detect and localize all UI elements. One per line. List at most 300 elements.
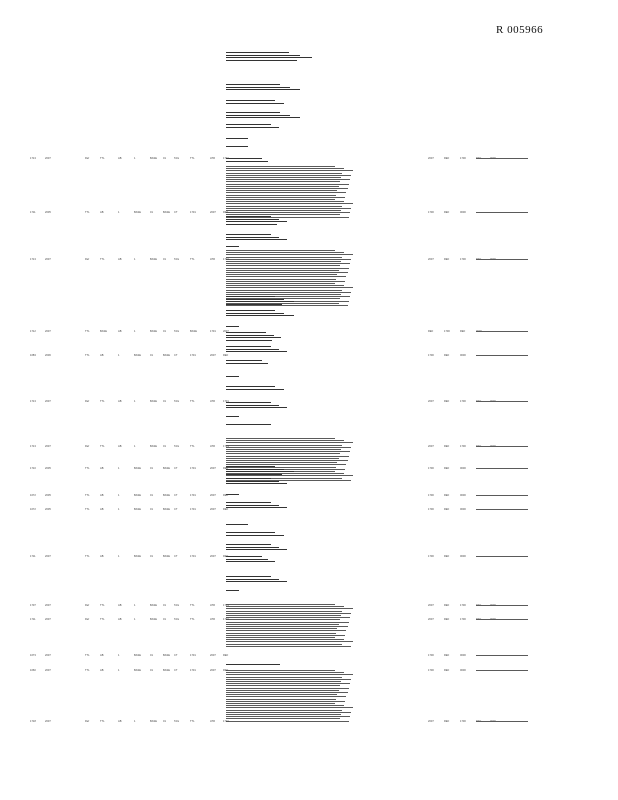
table-cell: 1700 bbox=[428, 669, 434, 672]
text-line bbox=[226, 579, 279, 580]
text-line bbox=[226, 701, 345, 702]
table-cell: 0000 bbox=[460, 654, 466, 657]
table-cell: REF bbox=[223, 211, 229, 214]
table-cell: 2005 bbox=[45, 467, 51, 470]
table-cell: 2007 bbox=[428, 400, 434, 403]
table-cell: 1701 bbox=[223, 400, 229, 403]
table-row bbox=[0, 650, 618, 662]
table-cell: REF bbox=[223, 467, 229, 470]
table-cell: AB bbox=[118, 445, 122, 448]
text-line bbox=[226, 581, 287, 582]
text-line bbox=[226, 416, 239, 417]
text-line bbox=[226, 683, 350, 684]
text-line bbox=[226, 87, 290, 88]
table-cell: AB bbox=[118, 400, 122, 403]
text-line bbox=[226, 188, 348, 189]
text-line bbox=[226, 458, 339, 459]
text-line bbox=[226, 304, 282, 305]
text-line bbox=[226, 115, 290, 116]
text-line bbox=[226, 456, 349, 457]
text-line bbox=[226, 166, 335, 167]
text-line bbox=[226, 89, 300, 90]
table-cell: ATR bbox=[210, 720, 215, 723]
table-cell: BASE bbox=[150, 618, 157, 621]
text-line bbox=[226, 190, 337, 191]
table-cell: BASE bbox=[134, 669, 141, 672]
text-line bbox=[226, 55, 300, 56]
text-line bbox=[226, 637, 335, 638]
table-row bbox=[0, 153, 618, 165]
table-cell: 1701 bbox=[223, 445, 229, 448]
text-line bbox=[226, 199, 335, 200]
text-line bbox=[226, 460, 348, 461]
text-line bbox=[226, 112, 280, 113]
table-cell: TTL bbox=[190, 445, 195, 448]
table-cell: TAG bbox=[174, 400, 180, 403]
table-cell: AB bbox=[100, 654, 104, 657]
table-cell: 1701 bbox=[190, 669, 196, 672]
table-cell: REF bbox=[223, 555, 229, 558]
table-cell: 01 bbox=[150, 555, 153, 558]
record-id-line bbox=[476, 721, 528, 722]
text-line bbox=[226, 386, 275, 387]
text-line bbox=[226, 692, 348, 693]
text-line bbox=[226, 296, 275, 297]
table-cell: ATR bbox=[210, 604, 215, 607]
text-line bbox=[226, 641, 353, 642]
text-line bbox=[226, 703, 335, 704]
table-cell: BASE bbox=[190, 330, 197, 333]
table-row bbox=[0, 490, 618, 502]
table-cell: BASE bbox=[134, 467, 141, 470]
table-cell: REF bbox=[444, 445, 450, 448]
record-id-line bbox=[476, 158, 528, 159]
text-line bbox=[226, 175, 351, 176]
text-line bbox=[226, 179, 350, 180]
table-cell: 1 bbox=[134, 618, 136, 621]
table-cell: REF bbox=[223, 508, 229, 511]
table-cell: 01 bbox=[163, 157, 166, 160]
table-cell: 1700 bbox=[444, 330, 450, 333]
text-line bbox=[226, 633, 336, 634]
text-line bbox=[226, 502, 271, 503]
table-cell: TAG bbox=[174, 445, 180, 448]
table-cell: REF bbox=[444, 720, 450, 723]
table-cell: TTL bbox=[85, 654, 90, 657]
table-cell: 1700 bbox=[428, 211, 434, 214]
table-cell: 0000 bbox=[460, 555, 466, 558]
table-cell: 1700 bbox=[460, 720, 466, 723]
text-line bbox=[226, 279, 336, 280]
table-row bbox=[0, 716, 618, 728]
table-cell: 1700 bbox=[460, 604, 466, 607]
text-line bbox=[226, 184, 349, 185]
text-line bbox=[226, 173, 342, 174]
table-row bbox=[0, 396, 618, 408]
table-cell: TAG bbox=[174, 720, 180, 723]
table-cell: TTL bbox=[85, 211, 90, 214]
table-cell: 1713 bbox=[30, 445, 36, 448]
table-cell: 1713 bbox=[30, 157, 36, 160]
table-cell: 2007 bbox=[45, 445, 51, 448]
table-cell: TTL bbox=[190, 604, 195, 607]
table-row bbox=[0, 207, 618, 219]
record-id-line bbox=[476, 495, 528, 496]
table-cell: ATR bbox=[210, 400, 215, 403]
text-line bbox=[226, 292, 351, 293]
table-cell: 1701 bbox=[190, 494, 196, 497]
table-row bbox=[0, 551, 618, 563]
table-cell: 0000 bbox=[460, 467, 466, 470]
table-cell: ATR bbox=[210, 445, 215, 448]
table-cell: 2007 bbox=[45, 654, 51, 657]
table-cell: 1700 bbox=[428, 555, 434, 558]
table-cell: BASE bbox=[134, 654, 141, 657]
text-line bbox=[226, 186, 339, 187]
table-cell: REF bbox=[223, 354, 229, 357]
table-cell: 01 bbox=[150, 211, 153, 214]
text-line bbox=[226, 100, 275, 101]
table-cell: CT bbox=[174, 494, 178, 497]
table-cell: Ref bbox=[85, 157, 90, 160]
record-id-line bbox=[476, 446, 528, 447]
table-cell: 0000 bbox=[460, 494, 466, 497]
text-line bbox=[226, 346, 271, 347]
text-line bbox=[226, 299, 284, 300]
text-line bbox=[226, 478, 271, 479]
table-cell: 0000 bbox=[460, 211, 466, 214]
text-line bbox=[226, 389, 284, 390]
table-cell: REF bbox=[444, 354, 450, 357]
table-cell: 1701 bbox=[223, 258, 229, 261]
table-cell: 01 bbox=[150, 494, 153, 497]
text-line bbox=[226, 52, 289, 53]
table-cell: 2007 bbox=[428, 445, 434, 448]
table-cell: TTL bbox=[100, 258, 105, 261]
text-line bbox=[226, 644, 342, 645]
text-line bbox=[226, 630, 346, 631]
table-cell: AB bbox=[118, 258, 122, 261]
table-cell: REF bbox=[444, 467, 450, 470]
text-line bbox=[226, 239, 287, 240]
table-cell: TAG bbox=[174, 604, 180, 607]
table-cell: REF bbox=[223, 669, 229, 672]
text-line bbox=[226, 168, 344, 169]
record-id-line bbox=[476, 670, 528, 671]
text-line bbox=[226, 192, 346, 193]
table-cell: BASE bbox=[163, 555, 170, 558]
table-cell: 1711 bbox=[30, 211, 36, 214]
table-cell: 2007 bbox=[45, 400, 51, 403]
table-cell: 2007 bbox=[45, 618, 51, 621]
table-cell: 2007 bbox=[45, 555, 51, 558]
table-cell: 1 bbox=[134, 258, 136, 261]
text-line bbox=[226, 285, 344, 286]
table-cell: BASE bbox=[163, 669, 170, 672]
table-cell: REF bbox=[444, 157, 450, 160]
table-cell: AB bbox=[100, 555, 104, 558]
table-cell: 2007 bbox=[45, 330, 51, 333]
table-cell: 1701 bbox=[223, 157, 229, 160]
table-cell: TTL bbox=[100, 400, 105, 403]
text-line bbox=[226, 276, 346, 277]
text-line bbox=[226, 270, 339, 271]
table-cell: REF bbox=[444, 400, 450, 403]
text-line bbox=[226, 690, 339, 691]
table-cell: BASE bbox=[150, 400, 157, 403]
table-cell: 1711 bbox=[30, 555, 36, 558]
table-cell: Ref bbox=[85, 720, 90, 723]
table-cell: Ref bbox=[85, 604, 90, 607]
table-cell: REF bbox=[444, 494, 450, 497]
table-cell: TTL bbox=[100, 604, 105, 607]
record-id-line bbox=[476, 259, 528, 260]
table-cell: BASE bbox=[100, 330, 107, 333]
table-cell: 01 bbox=[163, 618, 166, 621]
text-line bbox=[226, 237, 279, 238]
table-cell: Ref bbox=[85, 618, 90, 621]
table-cell: 01 bbox=[163, 330, 166, 333]
table-cell: 1 bbox=[118, 555, 120, 558]
table-cell: BASE bbox=[150, 720, 157, 723]
table-cell: BASE bbox=[150, 157, 157, 160]
table-cell: 1718 bbox=[30, 720, 36, 723]
text-line bbox=[226, 294, 341, 295]
table-cell: 01 bbox=[150, 669, 153, 672]
text-line bbox=[226, 203, 353, 204]
text-line bbox=[226, 376, 239, 377]
table-cell: 2007 bbox=[428, 258, 434, 261]
table-cell: 1713 bbox=[30, 258, 36, 261]
text-line bbox=[226, 524, 248, 525]
text-line bbox=[226, 305, 348, 306]
text-line bbox=[226, 694, 337, 695]
text-line bbox=[226, 117, 300, 118]
table-cell: AB bbox=[100, 211, 104, 214]
table-cell: TTL bbox=[190, 720, 195, 723]
table-cell: Ref bbox=[85, 445, 90, 448]
table-cell: 2007 bbox=[210, 669, 216, 672]
table-cell: 2007 bbox=[428, 720, 434, 723]
table-cell: 2007 bbox=[210, 654, 216, 657]
text-line bbox=[226, 274, 337, 275]
table-cell: 1700 bbox=[460, 445, 466, 448]
table-cell: CT bbox=[174, 211, 178, 214]
table-cell: REF bbox=[223, 654, 229, 657]
table-cell: BASE bbox=[163, 354, 170, 357]
text-line bbox=[226, 146, 248, 147]
table-cell: 1 bbox=[118, 211, 120, 214]
table-cell: 2007 bbox=[45, 604, 51, 607]
table-cell: 1701 bbox=[190, 354, 196, 357]
table-cell: 1713 bbox=[30, 400, 36, 403]
table-cell: REF bbox=[444, 211, 450, 214]
table-cell: 1700 bbox=[428, 494, 434, 497]
text-line bbox=[226, 532, 275, 533]
table-cell: 2007 bbox=[210, 211, 216, 214]
table-cell: 01 bbox=[163, 720, 166, 723]
text-line bbox=[226, 453, 340, 454]
table-cell: TTL bbox=[85, 555, 90, 558]
table-cell: 1683 bbox=[30, 354, 36, 357]
table-cell: REF bbox=[444, 508, 450, 511]
text-line bbox=[226, 170, 353, 171]
table-cell: 1 bbox=[118, 654, 120, 657]
table-cell: BASE bbox=[134, 354, 141, 357]
table-cell: 01 bbox=[163, 445, 166, 448]
text-line bbox=[226, 177, 341, 178]
table-cell: 2007 bbox=[210, 467, 216, 470]
text-line bbox=[226, 201, 344, 202]
text-line bbox=[226, 626, 348, 627]
table-cell: 2007 bbox=[210, 508, 216, 511]
table-cell: 1672 bbox=[30, 508, 36, 511]
table-cell: 1 bbox=[118, 467, 120, 470]
table-cell: TTL bbox=[85, 508, 90, 511]
table-cell: 1701 bbox=[190, 467, 196, 470]
text-line bbox=[226, 481, 279, 482]
text-line bbox=[226, 705, 344, 706]
table-row bbox=[0, 326, 618, 338]
table-cell: 1700 bbox=[460, 258, 466, 261]
table-cell: 1707 bbox=[30, 604, 36, 607]
table-cell: TAG bbox=[174, 157, 180, 160]
record-id-line bbox=[476, 509, 528, 510]
table-cell: 2007 bbox=[223, 330, 229, 333]
table-cell: 1 bbox=[134, 445, 136, 448]
table-cell: 2007 bbox=[428, 604, 434, 607]
table-cell: 1701 bbox=[190, 555, 196, 558]
table-cell: AB bbox=[100, 354, 104, 357]
table-cell: 1701 bbox=[223, 618, 229, 621]
text-line bbox=[226, 438, 335, 439]
text-line bbox=[226, 646, 351, 647]
table-cell: TTL bbox=[85, 669, 90, 672]
text-line bbox=[226, 250, 335, 251]
text-line bbox=[226, 363, 268, 364]
table-cell: TTL bbox=[100, 720, 105, 723]
table-row bbox=[0, 504, 618, 516]
text-line bbox=[226, 283, 335, 284]
text-line bbox=[226, 340, 272, 341]
table-cell: AB bbox=[100, 508, 104, 511]
table-cell: 2007 bbox=[210, 555, 216, 558]
table-cell: CT bbox=[174, 669, 178, 672]
table-cell: 2007 bbox=[210, 494, 216, 497]
table-cell: 1 bbox=[134, 330, 136, 333]
table-cell: AB bbox=[118, 604, 122, 607]
table-cell: CT bbox=[174, 508, 178, 511]
table-cell: ATR bbox=[210, 157, 215, 160]
table-cell: REF bbox=[444, 618, 450, 621]
text-line bbox=[226, 60, 297, 61]
table-cell: CT bbox=[174, 555, 178, 558]
table-cell: AB bbox=[118, 618, 122, 621]
table-cell: 1700 bbox=[428, 654, 434, 657]
table-cell: REF bbox=[444, 555, 450, 558]
table-row bbox=[0, 463, 618, 475]
table-cell: 1700 bbox=[428, 508, 434, 511]
table-cell: TTL bbox=[100, 618, 105, 621]
table-cell: REF bbox=[444, 604, 450, 607]
table-cell: 1 bbox=[118, 354, 120, 357]
table-cell: CT bbox=[174, 467, 178, 470]
table-cell: AB bbox=[118, 157, 122, 160]
table-cell: AB bbox=[100, 669, 104, 672]
record-id-line bbox=[476, 655, 528, 656]
record-id-line bbox=[476, 331, 528, 332]
text-line bbox=[226, 315, 294, 316]
text-line bbox=[226, 127, 279, 128]
text-line bbox=[226, 197, 345, 198]
table-cell: 1 bbox=[134, 604, 136, 607]
table-cell: BASE bbox=[134, 211, 141, 214]
table-row bbox=[0, 254, 618, 266]
table-cell: TTL bbox=[85, 354, 90, 357]
table-cell: 1701 bbox=[190, 508, 196, 511]
table-cell: 01 bbox=[163, 258, 166, 261]
text-line bbox=[226, 221, 287, 222]
record-id-line bbox=[476, 401, 528, 402]
text-line bbox=[226, 287, 353, 288]
table-cell: 2005 bbox=[45, 211, 51, 214]
table-cell: REF bbox=[428, 330, 434, 333]
table-cell: 1672 bbox=[30, 494, 36, 497]
table-cell: REF bbox=[460, 330, 466, 333]
table-cell: 01 bbox=[150, 508, 153, 511]
table-cell: 2007 bbox=[428, 157, 434, 160]
text-line bbox=[226, 544, 271, 545]
text-line bbox=[226, 475, 353, 476]
table-cell: 1700 bbox=[460, 618, 466, 621]
table-cell: 1700 bbox=[428, 354, 434, 357]
table-cell: REF bbox=[223, 494, 229, 497]
text-line bbox=[226, 246, 239, 247]
table-cell: 2006 bbox=[45, 354, 51, 357]
table-cell: 1 bbox=[134, 720, 136, 723]
table-cell: TTL bbox=[85, 467, 90, 470]
table-cell: 1 bbox=[134, 400, 136, 403]
table-cell: BASE bbox=[134, 508, 141, 511]
table-cell: 1 bbox=[118, 669, 120, 672]
text-line bbox=[226, 313, 284, 314]
table-row bbox=[0, 600, 618, 612]
text-line bbox=[226, 57, 312, 58]
text-line bbox=[226, 699, 336, 700]
text-line bbox=[226, 138, 248, 139]
text-line bbox=[226, 635, 345, 636]
table-cell: 1660 bbox=[30, 669, 36, 672]
table-cell: 2007 bbox=[45, 157, 51, 160]
table-cell: TTL bbox=[190, 618, 195, 621]
table-cell: REF bbox=[444, 669, 450, 672]
text-line bbox=[226, 685, 340, 686]
table-cell: BASE bbox=[163, 654, 170, 657]
text-line bbox=[226, 714, 341, 715]
table-cell: 2007 bbox=[428, 618, 434, 621]
table-cell: TTL bbox=[85, 494, 90, 497]
table-cell: CT bbox=[174, 654, 178, 657]
table-cell: CT bbox=[174, 354, 178, 357]
text-line bbox=[226, 290, 342, 291]
text-line bbox=[226, 535, 284, 536]
table-row bbox=[0, 441, 618, 453]
table-row bbox=[0, 665, 618, 677]
table-cell: 1701 bbox=[190, 654, 196, 657]
table-cell: 2007 bbox=[45, 258, 51, 261]
text-line bbox=[226, 301, 294, 302]
table-cell: 2007 bbox=[45, 669, 51, 672]
